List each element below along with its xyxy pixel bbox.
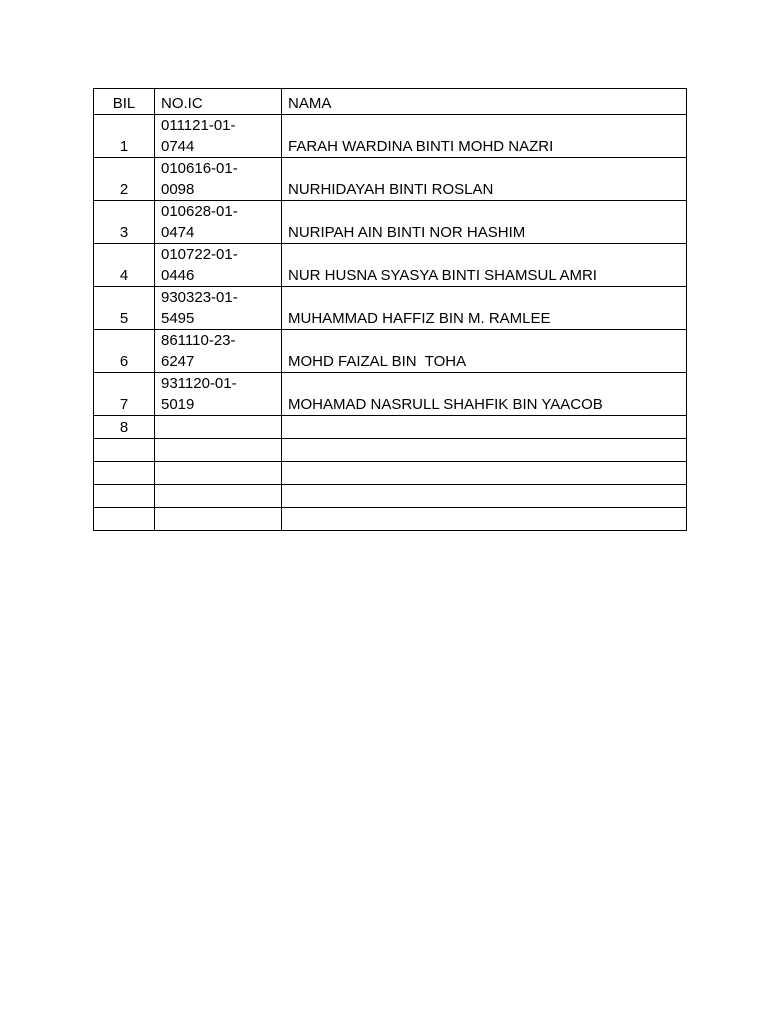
name-cell — [282, 439, 687, 462]
name-cell — [282, 485, 687, 508]
table-row — [94, 416, 687, 439]
ic-number-line-1: 011121-01- — [161, 117, 236, 134]
ic-number-line-1: 931120-01- — [161, 375, 237, 392]
name-cell — [282, 462, 687, 485]
row-number: 8 — [94, 416, 155, 439]
ic-number-cell — [155, 287, 282, 330]
row-number — [94, 508, 155, 531]
header-no-ic: NO.IC — [155, 89, 282, 115]
ic-number-cell — [155, 416, 282, 439]
name-cell: MOHD FAIZAL BIN TOHA — [282, 330, 687, 373]
row-number: 7 — [94, 373, 155, 416]
ic-number-cell — [155, 462, 282, 485]
ic-number-cell — [155, 373, 282, 416]
name-cell: FARAH WARDINA BINTI MOHD NAZRI — [282, 115, 687, 158]
row-number — [94, 485, 155, 508]
ic-number-line-2: 6247 — [161, 353, 195, 370]
ic-number-cell — [155, 485, 282, 508]
ic-number-cell — [155, 244, 282, 287]
row-number: 6 — [94, 330, 155, 373]
row-number: 3 — [94, 201, 155, 244]
table-row — [94, 373, 687, 416]
ic-number-line-2: 0446 — [161, 267, 195, 284]
row-number: 2 — [94, 158, 155, 201]
ic-number-line-2: 0744 — [161, 138, 195, 155]
name-cell: NURIPAH AIN BINTI NOR HASHIM — [282, 201, 687, 244]
ic-number-line-1: 861110-23- — [161, 332, 236, 349]
table-row — [94, 115, 687, 158]
table-header-row — [94, 89, 687, 115]
table-row — [94, 508, 687, 531]
ic-number-line-2: 0474 — [161, 224, 195, 241]
table-row — [94, 244, 687, 287]
row-number — [94, 462, 155, 485]
ic-number-cell — [155, 201, 282, 244]
name-cell: NUR HUSNA SYASYA BINTI SHAMSUL AMRI — [282, 244, 687, 287]
ic-number-line-1: 930323-01- — [161, 289, 238, 306]
name-cell: MUHAMMAD HAFFIZ BIN M. RAMLEE — [282, 287, 687, 330]
header-nama: NAMA — [282, 89, 687, 115]
ic-number-cell — [155, 158, 282, 201]
row-number: 4 — [94, 244, 155, 287]
ic-number-cell — [155, 115, 282, 158]
row-number: 5 — [94, 287, 155, 330]
row-number — [94, 439, 155, 462]
row-number: 1 — [94, 115, 155, 158]
name-cell: MOHAMAD NASRULL SHAHFIK BIN YAACOB — [282, 373, 687, 416]
table-row — [94, 330, 687, 373]
ic-number-line-1: 010628-01- — [161, 203, 238, 220]
name-cell — [282, 508, 687, 531]
name-cell — [282, 416, 687, 439]
ic-number-line-1: 010616-01- — [161, 160, 238, 177]
table-row — [94, 439, 687, 462]
header-bil: BIL — [94, 89, 155, 115]
ic-number-line-2: 0098 — [161, 181, 195, 198]
table-row — [94, 158, 687, 201]
ic-number-line-2: 5495 — [161, 310, 195, 327]
table-row — [94, 462, 687, 485]
name-cell: NURHIDAYAH BINTI ROSLAN — [282, 158, 687, 201]
ic-number-cell — [155, 439, 282, 462]
ic-number-line-1: 010722-01- — [161, 246, 238, 263]
ic-number-cell — [155, 508, 282, 531]
name-list-table — [93, 88, 687, 531]
table-row — [94, 201, 687, 244]
ic-number-cell — [155, 330, 282, 373]
table-row — [94, 485, 687, 508]
ic-number-line-2: 5019 — [161, 396, 195, 413]
table-body — [94, 115, 687, 531]
table-row — [94, 287, 687, 330]
